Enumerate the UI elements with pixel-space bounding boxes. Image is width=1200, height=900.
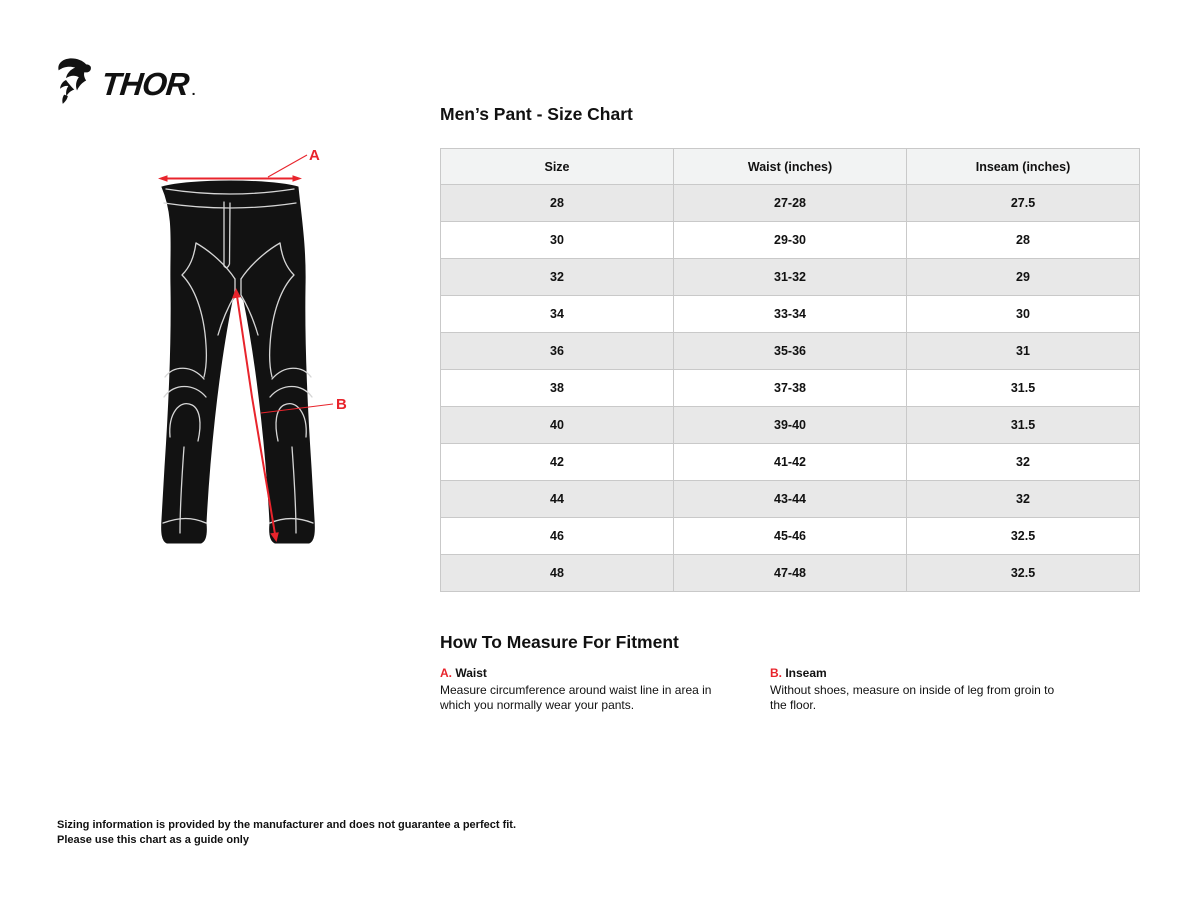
a-pointer-line <box>268 155 307 177</box>
table-row <box>441 185 1140 222</box>
page-title: Men’s Pant - Size Chart <box>440 104 633 124</box>
size-chart-table <box>440 148 1140 592</box>
table-row <box>441 444 1140 481</box>
table-cell: 33-34 <box>674 296 907 333</box>
goat-head-icon <box>55 56 99 104</box>
pant-diagram-svg <box>140 135 360 555</box>
table-cell: 28 <box>441 185 674 222</box>
table-cell: 31 <box>907 333 1140 370</box>
table-cell: 31-32 <box>674 259 907 296</box>
table-cell: 42 <box>441 444 674 481</box>
table-cell: 44 <box>441 481 674 518</box>
measure-item-waist <box>440 666 770 712</box>
measure-letter-a: A. <box>440 666 452 680</box>
pant-silhouette <box>162 181 315 543</box>
table-row <box>441 259 1140 296</box>
table-row <box>441 222 1140 259</box>
table-cell: 37-38 <box>674 370 907 407</box>
how-to-measure-title: How To Measure For Fitment <box>440 632 679 652</box>
column-header: Waist (inches) <box>674 149 907 185</box>
table-cell: 46 <box>441 518 674 555</box>
measure-name-waist: Waist <box>455 666 487 680</box>
pant-measurement-diagram <box>140 135 360 555</box>
table-cell: 36 <box>441 333 674 370</box>
table-cell: 31.5 <box>907 370 1140 407</box>
table-cell: 41-42 <box>674 444 907 481</box>
table-cell: 32 <box>907 481 1140 518</box>
table-cell: 28 <box>907 222 1140 259</box>
table-cell: 32 <box>907 444 1140 481</box>
measure-letter-b: B. <box>770 666 782 680</box>
table-row <box>441 481 1140 518</box>
table-cell: 35-36 <box>674 333 907 370</box>
measure-description-waist: Measure circumference around waist line in area in which you normally wear your pants. <box>440 683 712 712</box>
size-table-body <box>441 185 1140 592</box>
waist-arrow-head-right <box>293 175 303 182</box>
thor-wordmark: THOR <box>99 66 191 102</box>
table-cell: 27-28 <box>674 185 907 222</box>
table-cell: 48 <box>441 555 674 592</box>
table-cell: 32.5 <box>907 518 1140 555</box>
table-head <box>441 149 1140 185</box>
table-row <box>441 370 1140 407</box>
column-header: Size <box>441 149 674 185</box>
table-cell: 32 <box>441 259 674 296</box>
disclaimer <box>57 818 516 848</box>
thor-logo <box>55 56 196 104</box>
table-cell: 34 <box>441 296 674 333</box>
table-cell: 39-40 <box>674 407 907 444</box>
table-cell: 30 <box>907 296 1140 333</box>
measure-description-inseam: Without shoes, measure on inside of leg from groin to the floor. <box>770 683 1055 712</box>
table-cell: 47-48 <box>674 555 907 592</box>
measure-name-inseam: Inseam <box>785 666 827 680</box>
table-cell: 32.5 <box>907 555 1140 592</box>
disclaimer-line-2: Please use this chart as a guide only <box>57 833 249 846</box>
measure-item-inseam <box>770 666 1100 712</box>
waist-arrow-head-left <box>158 175 168 182</box>
table-row <box>441 296 1140 333</box>
table-row <box>441 555 1140 592</box>
disclaimer-line-1: Sizing information is provided by the manufacturer and does not guarantee a perfect fit. <box>57 819 517 831</box>
table-cell: 31.5 <box>907 407 1140 444</box>
measure-label-inseam <box>770 666 1100 680</box>
table-cell: 29 <box>907 259 1140 296</box>
table-cell: 38 <box>441 370 674 407</box>
table-cell: 30 <box>441 222 674 259</box>
table-cell: 29-30 <box>674 222 907 259</box>
column-header: Inseam (inches) <box>907 149 1140 185</box>
diagram-label-b: B <box>336 396 347 413</box>
how-to-measure-section <box>440 632 1150 712</box>
table-cell: 40 <box>441 407 674 444</box>
table-header-row <box>441 149 1140 185</box>
table-cell: 27.5 <box>907 185 1140 222</box>
thor-wordmark-dot: . <box>191 82 196 98</box>
measure-label-waist <box>440 666 770 680</box>
table-cell: 45-46 <box>674 518 907 555</box>
diagram-label-a: A <box>309 147 320 164</box>
table-cell: 43-44 <box>674 481 907 518</box>
table-row <box>441 407 1140 444</box>
table-row <box>441 518 1140 555</box>
table-row <box>441 333 1140 370</box>
measure-columns <box>440 666 1150 712</box>
